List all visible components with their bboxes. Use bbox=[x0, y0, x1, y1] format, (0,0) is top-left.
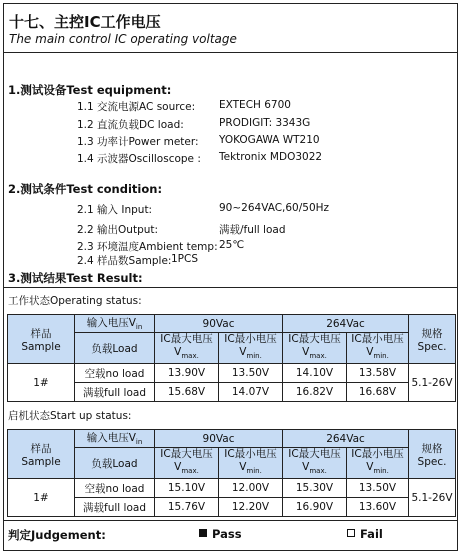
page-subtitle: The main control IC operating voltage bbox=[9, 32, 237, 46]
min-voltage-sub: min. bbox=[373, 467, 389, 476]
table-row bbox=[8, 479, 456, 498]
value-cell: 15.68V bbox=[155, 383, 219, 402]
spec-header-en: Spec. bbox=[417, 455, 447, 468]
value-cell: 13.50V bbox=[347, 479, 409, 498]
operating-status-table bbox=[7, 314, 456, 402]
fail-option[interactable] bbox=[347, 527, 383, 541]
checked-box-icon bbox=[199, 529, 207, 537]
min-voltage-header-90 bbox=[219, 333, 283, 364]
page-title: 十七、主控IC工作电压 bbox=[9, 13, 161, 31]
value-cell: 14.10V bbox=[283, 364, 347, 383]
value-cell: 13.58V bbox=[347, 364, 409, 383]
spec-value-cell: 5.1-26V bbox=[409, 364, 456, 402]
min-voltage-label: IC最小电压 bbox=[224, 333, 277, 345]
value-cell: 12.20V bbox=[219, 498, 283, 517]
min-voltage-header-264 bbox=[347, 448, 409, 479]
max-voltage-sub: max. bbox=[181, 467, 199, 476]
max-voltage-symbol: V bbox=[302, 461, 310, 473]
min-voltage-symbol: V bbox=[366, 346, 374, 358]
spec-header-cn: 规格 bbox=[421, 327, 443, 340]
load-cell: 满载full load bbox=[75, 383, 155, 402]
load-header: 负载Load bbox=[75, 333, 155, 364]
input-voltage-header: 输入电压V bbox=[86, 432, 136, 445]
min-voltage-symbol: V bbox=[239, 461, 247, 473]
condition-value: 满载/full load bbox=[219, 224, 286, 236]
startup-status-table bbox=[7, 429, 456, 517]
group-264vac-header: 264Vac bbox=[283, 315, 409, 333]
divider bbox=[4, 520, 457, 521]
fail-label: Fail bbox=[360, 527, 383, 541]
value-cell: 13.60V bbox=[347, 498, 409, 517]
min-voltage-label: IC最小电压 bbox=[351, 333, 404, 345]
section-result-heading: 3.测试结果Test Result: bbox=[8, 271, 143, 285]
load-cell: 空载no load bbox=[75, 479, 155, 498]
startup-status-label: 启机状态Start up status: bbox=[8, 410, 132, 422]
spec-header-cn: 规格 bbox=[421, 442, 443, 455]
max-voltage-symbol: V bbox=[302, 346, 310, 358]
min-voltage-sub: min. bbox=[246, 467, 262, 476]
max-voltage-header-90 bbox=[155, 448, 219, 479]
equipment-label: 1.4 示波器Oscilloscope : bbox=[77, 153, 201, 165]
max-voltage-label: IC最大电压 bbox=[288, 448, 341, 460]
max-voltage-header-264 bbox=[283, 448, 347, 479]
table-row bbox=[8, 364, 456, 383]
section-equipment-heading: 1.测试设备Test equipment: bbox=[8, 83, 172, 97]
condition-value: 25℃ bbox=[219, 239, 245, 251]
max-voltage-symbol: V bbox=[174, 346, 182, 358]
value-cell: 12.00V bbox=[219, 479, 283, 498]
min-voltage-label: IC最小电压 bbox=[351, 448, 404, 460]
input-voltage-sub: in bbox=[135, 438, 143, 447]
value-cell: 15.30V bbox=[283, 479, 347, 498]
spec-header-cell bbox=[409, 430, 456, 479]
equipment-value: EXTECH 6700 bbox=[219, 99, 291, 111]
title-block bbox=[4, 4, 457, 53]
table-row bbox=[8, 383, 456, 402]
min-voltage-label: IC最小电压 bbox=[224, 448, 277, 460]
section-condition-heading: 2.测试条件Test condition: bbox=[8, 182, 163, 196]
sample-header-cn: 样品 bbox=[30, 327, 52, 340]
sample-header-cell bbox=[8, 430, 75, 479]
spec-header-cell bbox=[409, 315, 456, 364]
min-voltage-sub: min. bbox=[246, 352, 262, 361]
sample-header-en: Sample bbox=[21, 455, 61, 468]
value-cell: 15.76V bbox=[155, 498, 219, 517]
min-voltage-header-264 bbox=[347, 333, 409, 364]
pass-option[interactable] bbox=[199, 527, 242, 541]
table-row bbox=[8, 498, 456, 517]
judgement-label: 判定Judgement: bbox=[8, 528, 106, 542]
condition-value: 90~264VAC,60/50Hz bbox=[219, 202, 330, 214]
min-voltage-sub: min. bbox=[373, 352, 389, 361]
spec-header-en: Spec. bbox=[417, 340, 447, 353]
value-cell: 16.68V bbox=[347, 383, 409, 402]
input-voltage-header-cell bbox=[75, 430, 155, 448]
equipment-value: Tektronix MDO3022 bbox=[219, 151, 323, 163]
spec-value-cell: 5.1-26V bbox=[409, 479, 456, 517]
group-90vac-header: 90Vac bbox=[155, 430, 283, 448]
condition-label: 2.3 环境温度Ambient temp: bbox=[77, 241, 218, 253]
load-cell: 满载full load bbox=[75, 498, 155, 517]
condition-value: 1PCS bbox=[171, 253, 199, 265]
equipment-label: 1.1 交流电源AC source: bbox=[77, 101, 196, 113]
max-voltage-symbol: V bbox=[174, 461, 182, 473]
sample-id-cell: 1# bbox=[8, 479, 75, 517]
max-voltage-label: IC最大电压 bbox=[160, 448, 213, 460]
max-voltage-header-264 bbox=[283, 333, 347, 364]
group-264vac-header: 264Vac bbox=[283, 430, 409, 448]
pass-label: Pass bbox=[212, 527, 242, 541]
value-cell: 13.50V bbox=[219, 364, 283, 383]
equipment-label: 1.2 直流负载DC load: bbox=[77, 119, 184, 131]
condition-label: 2.2 输出Output: bbox=[77, 224, 159, 236]
value-cell: 16.82V bbox=[283, 383, 347, 402]
max-voltage-header-90 bbox=[155, 333, 219, 364]
max-voltage-label: IC最大电压 bbox=[288, 333, 341, 345]
max-voltage-sub: max. bbox=[309, 352, 327, 361]
max-voltage-label: IC最大电压 bbox=[160, 333, 213, 345]
divider bbox=[4, 287, 457, 288]
max-voltage-sub: max. bbox=[181, 352, 199, 361]
report-frame bbox=[3, 3, 458, 551]
input-voltage-header: 输入电压V bbox=[86, 317, 136, 330]
load-header: 负载Load bbox=[75, 448, 155, 479]
value-cell: 13.90V bbox=[155, 364, 219, 383]
value-cell: 16.90V bbox=[283, 498, 347, 517]
equipment-value: YOKOGAWA WT210 bbox=[219, 134, 320, 146]
input-voltage-header-cell bbox=[75, 315, 155, 333]
min-voltage-header-90 bbox=[219, 448, 283, 479]
condition-label: 2.4 样品数Sample: bbox=[77, 255, 172, 267]
equipment-label: 1.3 功率计Power meter: bbox=[77, 136, 199, 148]
operating-status-label: 工作状态Operating status: bbox=[8, 295, 142, 307]
load-cell: 空载no load bbox=[75, 364, 155, 383]
sample-header-cell bbox=[8, 315, 75, 364]
value-cell: 14.07V bbox=[219, 383, 283, 402]
sample-id-cell: 1# bbox=[8, 364, 75, 402]
max-voltage-sub: max. bbox=[309, 467, 327, 476]
condition-label: 2.1 输入 Input: bbox=[77, 204, 153, 216]
unchecked-box-icon bbox=[347, 529, 355, 537]
sample-header-en: Sample bbox=[21, 340, 61, 353]
group-90vac-header: 90Vac bbox=[155, 315, 283, 333]
sample-header-cn: 样品 bbox=[30, 442, 52, 455]
min-voltage-symbol: V bbox=[239, 346, 247, 358]
equipment-value: PRODIGIT: 3343G bbox=[219, 117, 311, 129]
value-cell: 15.10V bbox=[155, 479, 219, 498]
input-voltage-sub: in bbox=[135, 323, 143, 332]
min-voltage-symbol: V bbox=[366, 461, 374, 473]
